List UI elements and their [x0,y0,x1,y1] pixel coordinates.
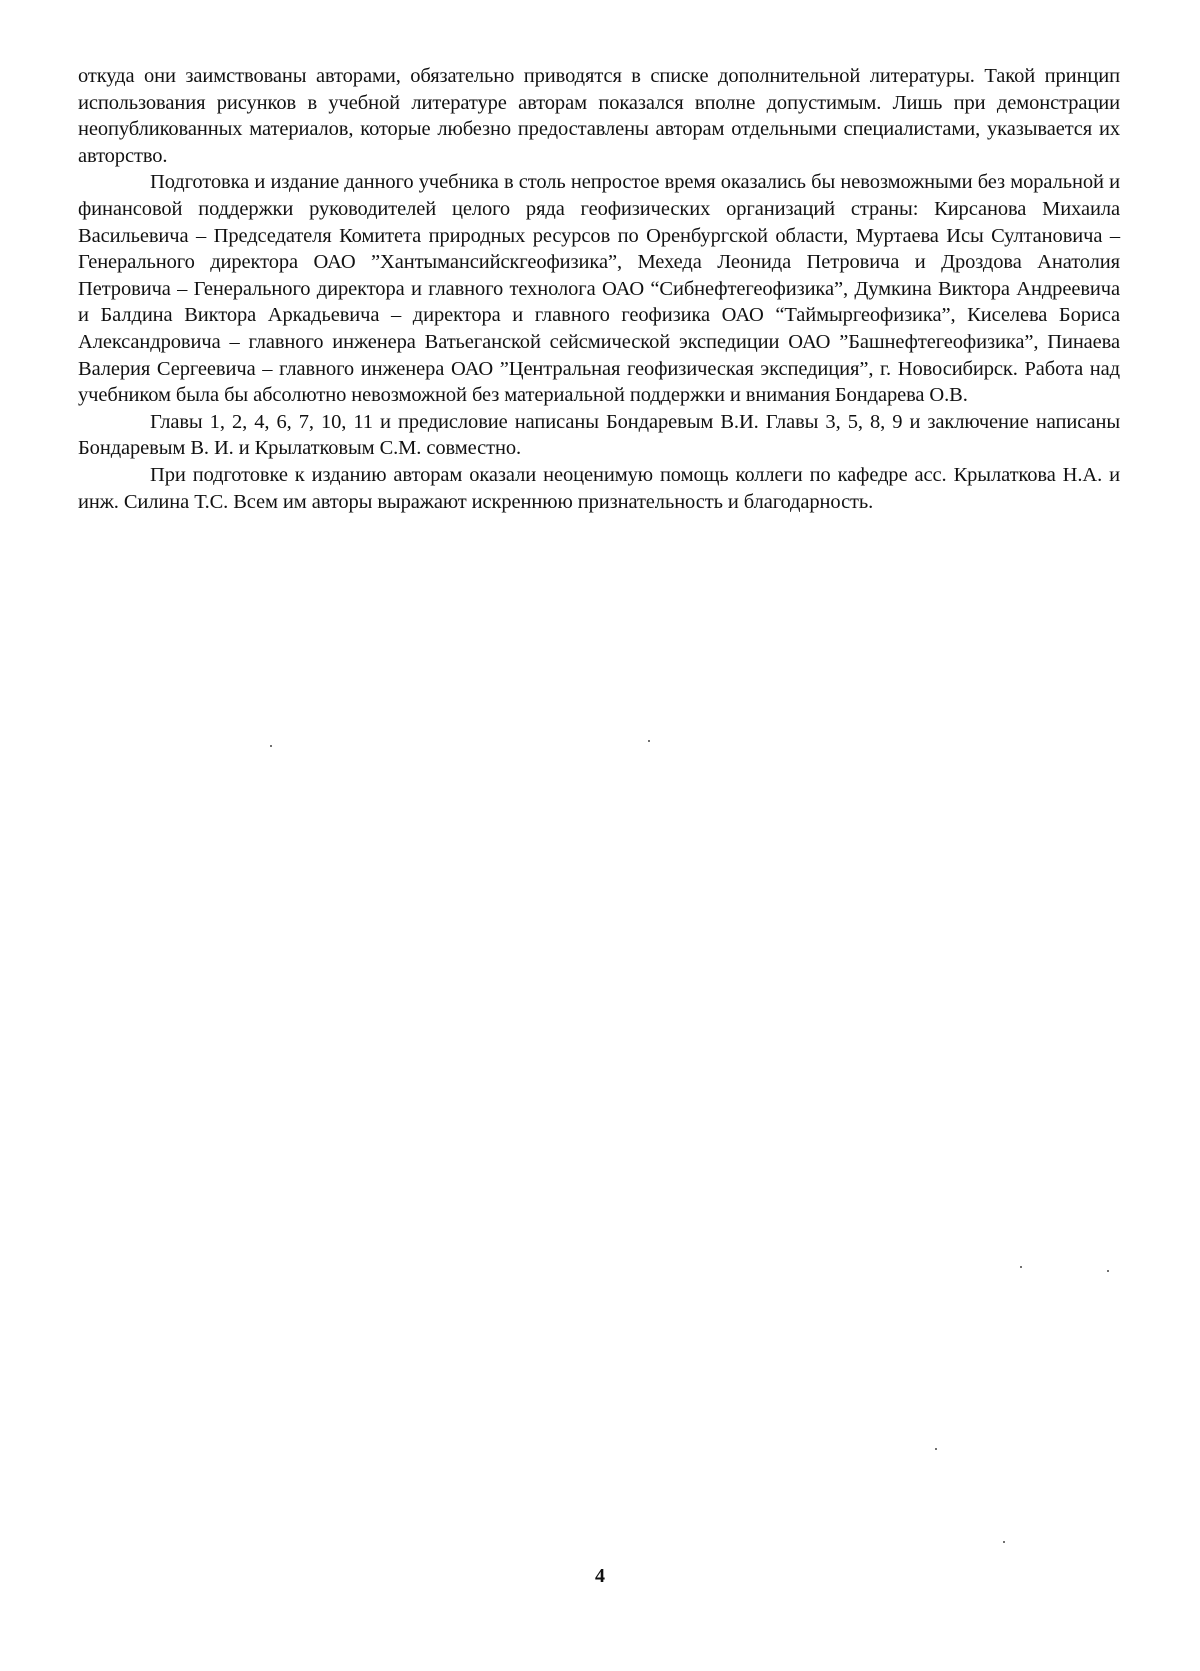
scan-speck [1020,1266,1022,1268]
paragraph-chapters-authorship: Главы 1, 2, 4, 6, 7, 10, 11 и предисловие написаны Бондаревым В.И. Главы 3, 5, 8, 9 и заключение написаны Бондаревым В. И. и Крылатковым С.М. совместно. [78,410,1120,460]
scan-speck [648,740,650,742]
page-number: 4 [595,1565,605,1587]
paragraph-continuation: откуда они заимствованы авторами, обязательно приводятся в списке дополнительной литературы. Такой принцип использования рисунков в учебной литературе авторам показался вполне допустимым. Лишь при демонстрации неопубликованных материалов, которые любезно предоставлены авторам отдельными специалистами, указывается их авторство. [78,65,1120,167]
scan-speck [270,745,272,747]
scan-speck [1003,1541,1005,1543]
scan-speck [1107,1270,1109,1272]
paragraph-thanks: При подготовке к изданию авторам оказали неоценимую помощь коллеги по кафедре асс. Крылаткова Н.А. и инж. Силина Т.С. Всем им авторы выражают искреннюю признательность и благодарность. [78,463,1120,513]
paragraph-acknowledgements: Подготовка и издание данного учебника в столь непростое время оказались бы невозможными без моральной и финансовой поддержки руководителей целого ряда геофизических организаций страны: Кирсанова Михаила Васильевича – Председателя Комитета природных ресурсов по Оренбургской области, Муртаева Исы Султановича – Генерального директора ОАО ”Хантымансийскгеофизика”, Мехеда Леонида Петровича и Дроздова Анатолия Петровича – Генерального директора и главного технолога ОАО “Сибнефтегеофизика”, Думкина Виктора Андреевича и Балдина Виктора Аркадьевича – директора и главного геофизика ОАО “Таймыргеофизика”, Киселева Бориса Александровича – главного инженера Ватьеганской сейсмической экспедиции ОАО ”Башнефтегеофизика”, Пинаева Валерия Сергеевича – главного инженера ОАО ”Центральная геофизическая экспедиция”, г. Новосибирск. Работа над учебником была бы абсолютно невозможной без материальной поддержки и внимания Бондарева О.В. [78,171,1120,407]
scan-speck [935,1448,937,1450]
body-text [78,63,1120,515]
